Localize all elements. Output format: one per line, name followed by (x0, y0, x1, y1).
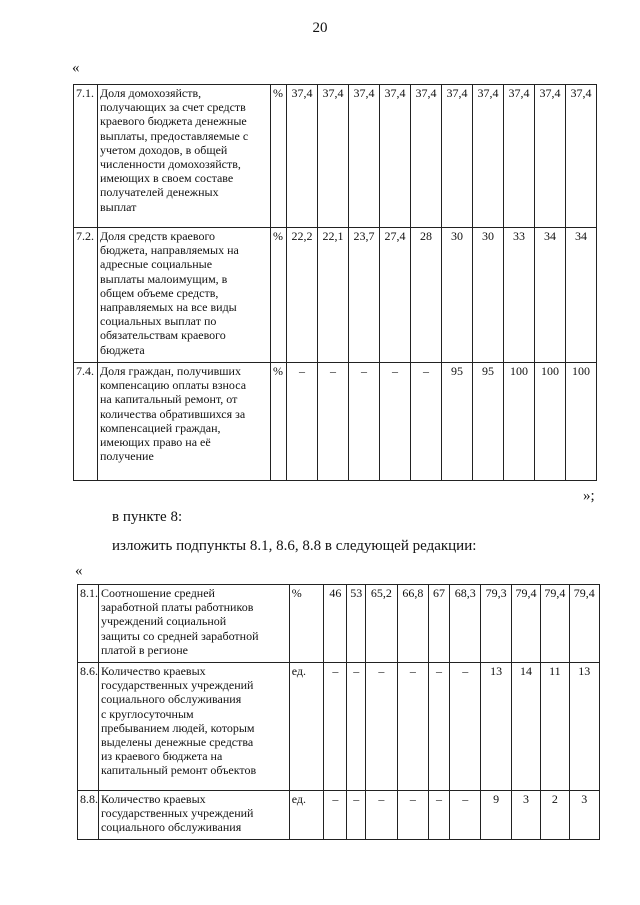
row-unit: % (271, 363, 287, 481)
value-cell: 37,4 (411, 85, 442, 228)
value-cell: – (450, 791, 481, 840)
description-line: социального обслуживания (100, 692, 242, 707)
value-cell: 34 (566, 228, 597, 363)
description-line: социального обслуживания (100, 820, 242, 835)
value-cell: 14 (511, 663, 540, 791)
description-line: обязательствам краевого (100, 328, 226, 343)
description-line: количества обратившихся за (100, 406, 246, 421)
value-cell: 30 (473, 228, 504, 363)
description-line: выплаты малоимущим, в (100, 271, 228, 286)
value-cell: 37,4 (473, 85, 504, 228)
value-cell: 100 (504, 363, 535, 481)
description-line: Количество краевых (100, 792, 206, 806)
row-code: 7.4. (74, 363, 98, 481)
value-cell: 67 (429, 585, 450, 663)
value-cell: 22,1 (318, 228, 349, 363)
value-cell: 34 (535, 228, 566, 363)
description-line: Доля граждан, получивших (100, 364, 241, 378)
value-cell: 95 (442, 363, 473, 481)
value-cell: 37,4 (287, 85, 318, 228)
value-cell: 79,4 (541, 585, 569, 663)
value-cell: – (411, 363, 442, 481)
description-line: имеющих право на её (100, 435, 211, 450)
table-row (78, 791, 600, 840)
value-cell: – (318, 363, 349, 481)
value-cell: – (324, 791, 347, 840)
table-row (74, 85, 597, 228)
value-cell: 53 (347, 585, 366, 663)
description-line: получателей денежных (100, 185, 219, 200)
row-unit: ед. (289, 663, 324, 791)
description-line: получающих за счет средств (100, 100, 246, 115)
description-line: заработной платы работников (100, 600, 254, 615)
row-unit: % (271, 85, 287, 228)
table-row (78, 585, 600, 663)
value-cell: 95 (473, 363, 504, 481)
description-line: Доля средств краевого (100, 229, 216, 243)
paragraph-in-point-8: в пункте 8: (112, 509, 183, 525)
row-code: 8.6. (78, 663, 99, 791)
value-cell: – (349, 363, 380, 481)
value-cell: 37,4 (349, 85, 380, 228)
description-line: из краевого бюджета на (100, 749, 223, 764)
description-line: пребыванием людей, которым (100, 720, 255, 735)
value-cell: 28 (411, 228, 442, 363)
description-line: компенсацией граждан, (100, 420, 221, 435)
description-line: государственных учреждений (100, 806, 254, 821)
closing-quote: »; (583, 488, 595, 504)
row-description (98, 791, 289, 840)
value-cell: 79,3 (481, 585, 511, 663)
value-cell: – (366, 791, 397, 840)
row-code: 8.1. (78, 585, 99, 663)
value-cell: 3 (511, 791, 540, 840)
description-line: учреждений социальной (100, 614, 227, 629)
value-cell: 79,4 (511, 585, 540, 663)
table-row (74, 363, 597, 481)
value-cell: – (429, 663, 450, 791)
value-cell: 65,2 (366, 585, 397, 663)
paragraph-instruction: изложить подпункты 8.1, 8.6, 8.8 в следующей редакции: (112, 538, 477, 554)
value-cell: 33 (504, 228, 535, 363)
description-line: выделены денежные средства (100, 735, 254, 750)
value-cell: 46 (324, 585, 347, 663)
value-cell: 3 (569, 791, 600, 840)
value-cell: 68,3 (450, 585, 481, 663)
value-cell: – (366, 663, 397, 791)
value-cell: 100 (566, 363, 597, 481)
description-line: капитальный ремонт объектов (100, 763, 257, 778)
value-cell: 30 (442, 228, 473, 363)
value-cell: – (397, 663, 428, 791)
description-line: выплаты, предоставляемые с (100, 128, 249, 143)
value-cell: – (450, 663, 481, 791)
description-line: Количество краевых (100, 664, 206, 678)
row-unit: % (289, 585, 324, 663)
value-cell: 23,7 (349, 228, 380, 363)
description-line: бюджета (100, 342, 145, 357)
description-line: государственных учреждений (100, 678, 254, 693)
description-line: имеющих в своем составе (100, 171, 234, 186)
row-unit: ед. (289, 791, 324, 840)
row-code: 8.8. (78, 791, 99, 840)
row-code: 7.2. (74, 228, 98, 363)
description-line: бюджета, направляемых на (100, 243, 239, 258)
value-cell: 100 (535, 363, 566, 481)
value-cell: 37,4 (504, 85, 535, 228)
description-line: получение (100, 449, 154, 464)
value-cell: 13 (481, 663, 511, 791)
row-description (98, 585, 289, 663)
opening-quote-2: « (75, 563, 83, 579)
value-cell: 9 (481, 791, 511, 840)
row-description (98, 363, 271, 481)
description-line: направляемых на все виды (100, 300, 237, 315)
value-cell: – (380, 363, 411, 481)
value-cell: – (287, 363, 318, 481)
description-line: компенсацию оплаты взноса (100, 378, 247, 393)
value-cell: – (429, 791, 450, 840)
row-description (98, 663, 289, 791)
description-line: выплат (100, 199, 137, 214)
value-cell: 37,4 (318, 85, 349, 228)
opening-quote: « (72, 60, 80, 76)
row-unit: % (271, 228, 287, 363)
value-cell: – (347, 791, 366, 840)
description-line: численности домохозяйств, (100, 157, 241, 172)
value-cell: 11 (541, 663, 569, 791)
description-line: Доля домохозяйств, (100, 86, 202, 100)
value-cell: – (324, 663, 347, 791)
description-line: с круглосуточным (100, 706, 194, 721)
description-line: краевого бюджета денежные (100, 114, 247, 129)
value-cell: 79,4 (569, 585, 600, 663)
description-line: защиты со средней заработной (100, 628, 259, 643)
description-line: адресные социальные (100, 257, 213, 272)
description-line: учетом доходов, в общей (100, 142, 228, 157)
value-cell: – (397, 791, 428, 840)
indicators-table-7 (73, 84, 597, 481)
table-row (78, 663, 600, 791)
value-cell: 37,4 (566, 85, 597, 228)
description-line: на капитальный ремонт, от (100, 392, 238, 407)
description-line: общем объеме средств, (100, 285, 219, 300)
value-cell: 2 (541, 791, 569, 840)
row-description (98, 228, 271, 363)
value-cell: 27,4 (380, 228, 411, 363)
value-cell: 66,8 (397, 585, 428, 663)
value-cell: 37,4 (442, 85, 473, 228)
value-cell: 22,2 (287, 228, 318, 363)
description-line: платой в регионе (100, 642, 188, 657)
indicators-table-8 (77, 584, 600, 840)
value-cell: 13 (569, 663, 600, 791)
value-cell: – (347, 663, 366, 791)
value-cell: 37,4 (535, 85, 566, 228)
page-number: 20 (312, 20, 328, 36)
description-line: Соотношение средней (100, 586, 215, 600)
row-description (98, 85, 271, 228)
value-cell: 37,4 (380, 85, 411, 228)
description-line: социальных выплат по (100, 314, 217, 329)
row-code: 7.1. (74, 85, 98, 228)
table-row (74, 228, 597, 363)
